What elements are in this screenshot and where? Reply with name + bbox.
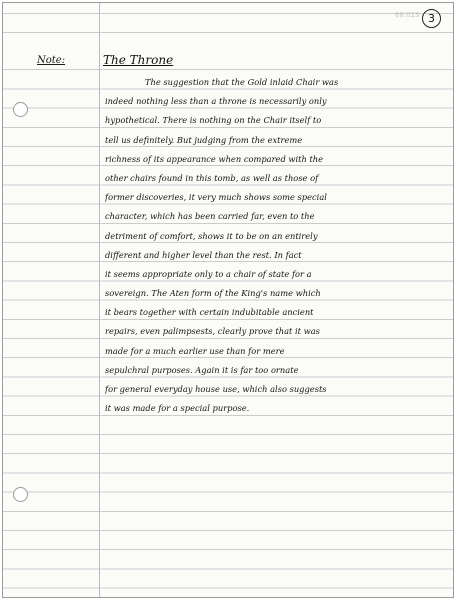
text-line: richness of its appearance when compared with the [105, 153, 324, 164]
text-line: The suggestion that the Gold inlaid Chair was [145, 77, 339, 87]
text-line: sovereign. The Aten form of the King's name which [105, 288, 321, 299]
punch-hole-bottom [13, 487, 28, 502]
page-number: 3 [422, 9, 441, 28]
text-line: repairs, even palimpsests, clearly prove that it was [105, 326, 320, 337]
archive-mark: 68.023 [395, 11, 420, 19]
text-line: other chairs found in this tomb, as well as those of [105, 172, 319, 183]
page-title: The Throne [103, 53, 174, 67]
text-line: it bears together with certain indubitable ancient [105, 307, 314, 318]
notebook-page [2, 2, 454, 598]
punch-hole-top [13, 102, 28, 117]
text-line: indeed nothing less than a throne is necessarily only [105, 96, 327, 107]
handwritten-body [105, 73, 443, 418]
text-line: sepulchral purposes. Again it is far too ornate [105, 364, 299, 375]
text-line: tell us definitely. But judging from the extreme [105, 134, 303, 145]
text-line: different and higher level than the rest. In fact [105, 249, 302, 260]
margin-note: Note: [37, 55, 66, 66]
text-line: character, which has been carried far, even to the [105, 211, 315, 222]
text-line: made for a much earlier use than for mere [105, 345, 285, 356]
text-line: former discoveries, it very much shows some special [105, 192, 327, 203]
text-line: it seems appropriate only to a chair of state for a [105, 268, 312, 279]
text-line: hypothetical. There is nothing on the Chair itself to [105, 115, 322, 126]
text-line: detriment of comfort, shows it to be on an entirely [105, 230, 318, 241]
text-line: it was made for a special purpose. [105, 403, 250, 414]
text-line: for general everyday house use, which also suggests [105, 384, 327, 394]
margin-rule [99, 3, 100, 597]
